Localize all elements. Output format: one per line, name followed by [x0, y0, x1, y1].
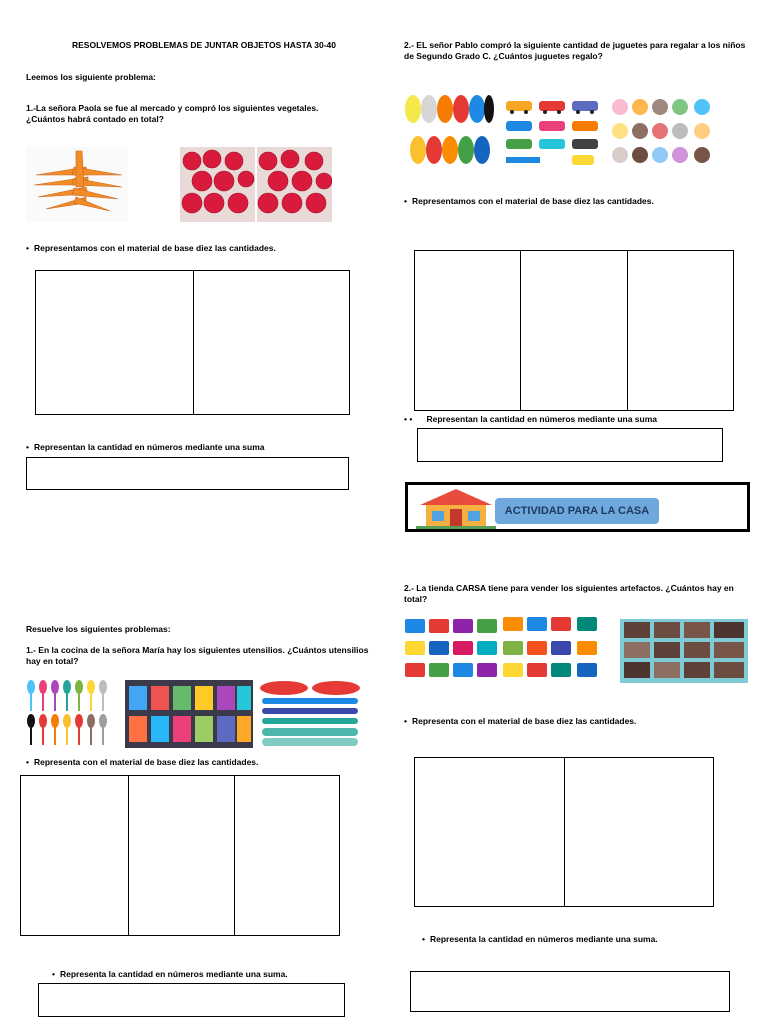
solve-label: Resuelve los siguientes problemas:: [26, 624, 171, 634]
tvs-image: [403, 615, 603, 683]
activity-banner: [405, 482, 750, 532]
represent-base10-text-1: • Representamos con el material de base diez las cantidades.: [26, 243, 276, 254]
represent-sum-text-3: • Representa la cantidad en números mediante una suma.: [52, 969, 288, 980]
represent-sum-text-2: [404, 414, 657, 425]
house-icon: [416, 487, 496, 529]
eggs-image: [404, 92, 494, 170]
represent-base10-text-2: • Representamos con el material de base diez las cantidades.: [404, 196, 654, 207]
sum-answer-box-4[interactable]: [410, 971, 730, 1012]
problem-2-text: 2.- EL señor Pablo compró la siguiente cantidad de juguetes para regalar a los niños de Segundo Grado C. ¿Cuántos juguetes regalo?: [404, 40, 746, 61]
box-divider: [627, 251, 628, 410]
read-label: Leemos los siguiente problema:: [26, 72, 156, 82]
problem-4-text: 2.- La tienda CARSA tiene para vender los siguientes artefactos. ¿Cuántos hay en total?: [404, 583, 734, 604]
radios-image: [620, 619, 748, 683]
box-divider: [564, 758, 565, 906]
sum-answer-box-1[interactable]: [26, 457, 349, 490]
sum-answer-box-3[interactable]: [38, 983, 345, 1017]
box-divider: [128, 776, 129, 935]
represent-base10-text-3: • Representa con el material de base diez las cantidades.: [26, 757, 258, 768]
base10-box-1[interactable]: [35, 270, 350, 415]
box-divider: [234, 776, 235, 935]
spoons-image: [26, 677, 118, 749]
sum-answer-box-2[interactable]: [417, 428, 723, 462]
base10-box-4[interactable]: [414, 757, 714, 907]
represent-base10-text-4: • Representa con el material de base diez las cantidades.: [404, 716, 636, 727]
represent-sum-label-2: Representan la cantidad en números mediante una suma: [426, 414, 657, 424]
toy-cars-image: [503, 95, 605, 167]
represent-sum-text-1: • Representan la cantidad en números mediante una suma: [26, 442, 265, 453]
represent-sum-text-4: • Representa la cantidad en números mediante una suma.: [422, 934, 658, 945]
activity-label: ACTIVIDAD PARA LA CASA: [504, 505, 650, 517]
radishes-image: [180, 147, 332, 222]
box-divider: [520, 251, 521, 410]
carrots-image: [26, 147, 128, 222]
base10-box-2[interactable]: [414, 250, 734, 411]
box-divider: [193, 271, 194, 414]
activity-label-pill: [495, 498, 659, 524]
mugs-image: [125, 680, 253, 748]
bullet-marks: • •: [404, 414, 427, 424]
page-title: RESOLVEMOS PROBLEMAS DE JUNTAR OBJETOS HASTA 30-40: [72, 40, 337, 50]
bowls-image: [258, 676, 362, 750]
base10-box-3[interactable]: [20, 775, 340, 936]
problem-1-text: 1.-La señora Paola se fue al mercado y compró los siguientes vegetales. ¿Cuántos habrá contado en total?: [26, 103, 319, 124]
problem-3-text: 1.- En la cocina de la señora María hay los siguientes utensilios. ¿Cuántos utensilios hay en total?: [26, 645, 369, 666]
plush-toys-image: [610, 95, 720, 167]
